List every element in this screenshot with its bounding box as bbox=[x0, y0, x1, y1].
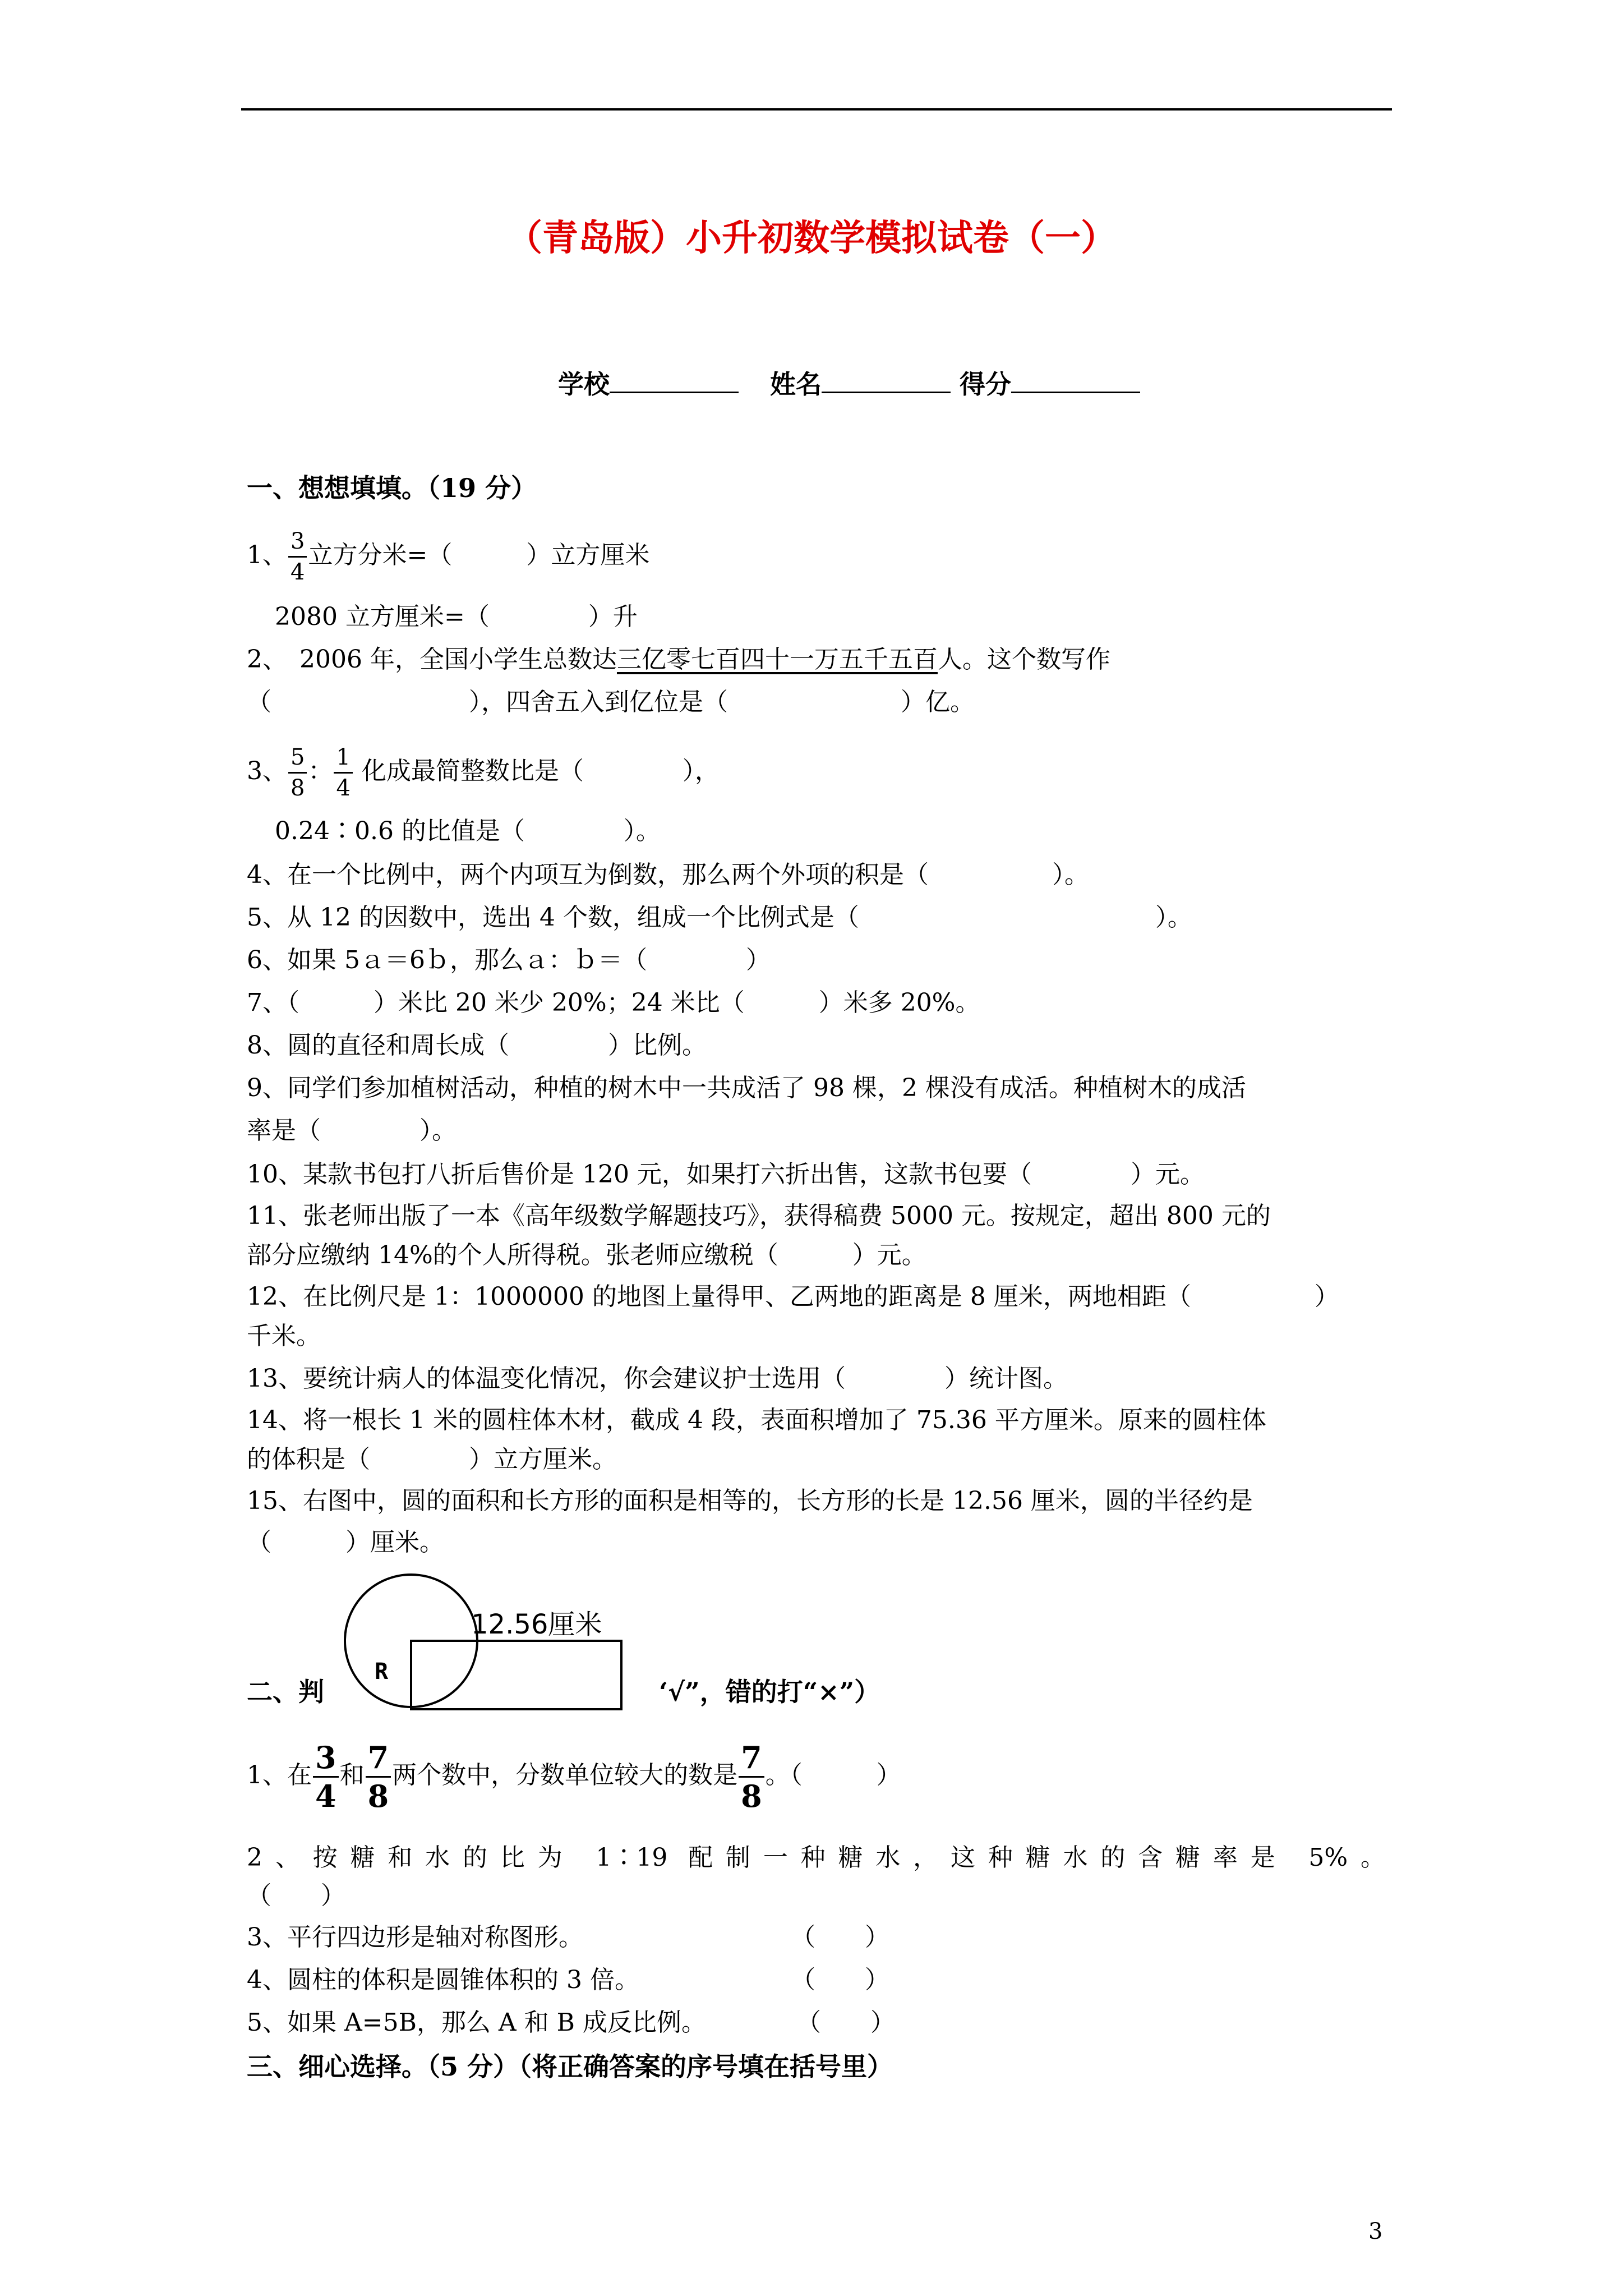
s2-question-4-paren: （ ） bbox=[791, 1966, 889, 1994]
question-9-line2: 率是（ ）。 bbox=[247, 1116, 457, 1145]
radius-label: R bbox=[375, 1659, 389, 1685]
question-2: 2、 2006 年，全国小学生总数达三亿零七百四十一万五千五百人。这个数写作 bbox=[247, 645, 1110, 674]
s2-question-4: 4、圆柱的体积是圆锥体积的 3 倍。 bbox=[247, 1966, 639, 1994]
fraction: $\frac{3}{4}$ bbox=[288, 530, 307, 583]
section1-heading: 一、想想填填。（19 分） bbox=[247, 473, 537, 503]
question-11-line2: 部分应缴纳 14%的个人所得税。张老师应缴税（ ）元。 bbox=[247, 1241, 926, 1269]
score-label: 得分 bbox=[960, 369, 1012, 399]
question-13: 13、要统计病人的体温变化情况，你会建议护士选用（ ）统计图。 bbox=[247, 1364, 1068, 1393]
header-fields bbox=[558, 367, 1140, 401]
s2-question-5: 5、如果 A=5B，那么 A 和 B 成反比例。 bbox=[247, 2008, 707, 2037]
s2-question-3: 3、平行四边形是轴对称图形。 bbox=[247, 1923, 583, 1952]
question-2-line2: （ ），四舍五入到亿位是（ ）亿。 bbox=[247, 688, 975, 716]
fraction: $\frac{5}{8}$ bbox=[288, 746, 307, 799]
page-title: （青岛版）小升初数学模拟试卷（一） bbox=[506, 217, 1117, 259]
question-12-line2: 千米。 bbox=[247, 1322, 321, 1350]
question-12: 12、在比例尺是 1：1000000 的地图上量得甲、乙两地的距离是 8 厘米，两地相距（ ） bbox=[247, 1282, 1339, 1311]
section2-heading-tail: ‘√”，错的打“×”） bbox=[659, 1677, 880, 1707]
question-5: 5、从 12 的因数中，选出 4 个数，组成一个比例式是（ ）。 bbox=[247, 903, 1192, 932]
underlined-number: 三亿零七百四十一万五千五百 bbox=[616, 645, 938, 674]
question-11: 11、张老师出版了一本《高年级数学解题技巧》，获得稿费 5000 元。按规定，超出 800 元的 bbox=[247, 1202, 1271, 1230]
question-4: 4、在一个比例中，两个内项互为倒数，那么两个外项的积是（ ）。 bbox=[247, 861, 1089, 889]
s2-question-2: 2、按糖和水的比为 1∶19 配制一种糖水，这种糖水的含糖率是 5%。 bbox=[247, 1843, 1385, 1872]
length-label: 12.56厘米 bbox=[471, 1609, 602, 1640]
school-label: 学校 bbox=[558, 369, 610, 399]
s2-question-2-paren: （ ） bbox=[247, 1881, 345, 1910]
page-number: 3 bbox=[1368, 2219, 1383, 2244]
fraction: $\frac{7}{8}$ bbox=[739, 1742, 764, 1811]
name-label: 姓名 bbox=[770, 369, 822, 399]
question-15: 15、右图中，圆的面积和长方形的面积是相等的，长方形的长是 12.56 厘米，圆的半径约是 bbox=[247, 1487, 1253, 1515]
circle-rectangle-figure bbox=[336, 1571, 651, 1717]
question-15-line2: （ ）厘米。 bbox=[247, 1528, 444, 1557]
header-rule bbox=[241, 108, 1392, 111]
question-1: 1、 $\frac{3}{4}$ 立方分米=（ ）立方厘米 bbox=[247, 528, 650, 585]
figure-background bbox=[336, 1571, 651, 1717]
section3-heading: 三、细心选择。（5 分）（将正确答案的序号填在括号里） bbox=[247, 2051, 893, 2082]
score-blank[interactable] bbox=[1011, 369, 1140, 393]
s2-question-1: 1、在 $\frac{3}{4}$ 和 $\frac{7}{8}$ 两个数中，分数单位较大的数是 $\frac{7}{8}$ 。（ ） bbox=[247, 1740, 901, 1814]
question-6: 6、如果 5ａ＝6ｂ，那么ａ：ｂ＝（ ） bbox=[247, 946, 771, 974]
fraction: $\frac{1}{4}$ bbox=[334, 746, 352, 799]
question-10: 10、某款书包打八折后售价是 120 元，如果打六折出售，这款书包要（ ）元。 bbox=[247, 1160, 1205, 1189]
name-blank[interactable] bbox=[822, 369, 951, 393]
question-3: 3、 $\frac{5}{8}$ ： $\frac{1}{4}$ 化成最简整数比是（ ）， bbox=[247, 744, 720, 801]
question-3-line2: 0.24∶0.6 的比值是（ ）。 bbox=[275, 817, 661, 845]
s2-question-3-paren: （ ） bbox=[791, 1923, 889, 1952]
question-8: 8、圆的直径和周长成（ ）比例。 bbox=[247, 1031, 707, 1060]
fraction: $\frac{7}{8}$ bbox=[366, 1742, 391, 1811]
s2-question-5-paren: （ ） bbox=[796, 2008, 895, 2037]
question-7: 7、（ ）米比 20 米少 20%；24 米比（ ）米多 20%。 bbox=[247, 988, 980, 1017]
section2-heading: 二、判 bbox=[247, 1677, 324, 1707]
question-9: 9、同学们参加植树活动，种植的树木中一共成活了 98 棵，2 棵没有成活。种植树木的成活 bbox=[247, 1074, 1246, 1102]
fraction: $\frac{3}{4}$ bbox=[313, 1742, 339, 1811]
question-1-line2: 2080 立方厘米=（ ）升 bbox=[275, 602, 638, 631]
question-14: 14、将一根长 1 米的圆柱体木材，截成 4 段，表面积增加了 75.36 平方厘米。原来的圆柱体 bbox=[247, 1406, 1266, 1434]
school-blank[interactable] bbox=[610, 369, 739, 393]
question-14-line2: 的体积是（ ）立方厘米。 bbox=[247, 1445, 617, 1474]
